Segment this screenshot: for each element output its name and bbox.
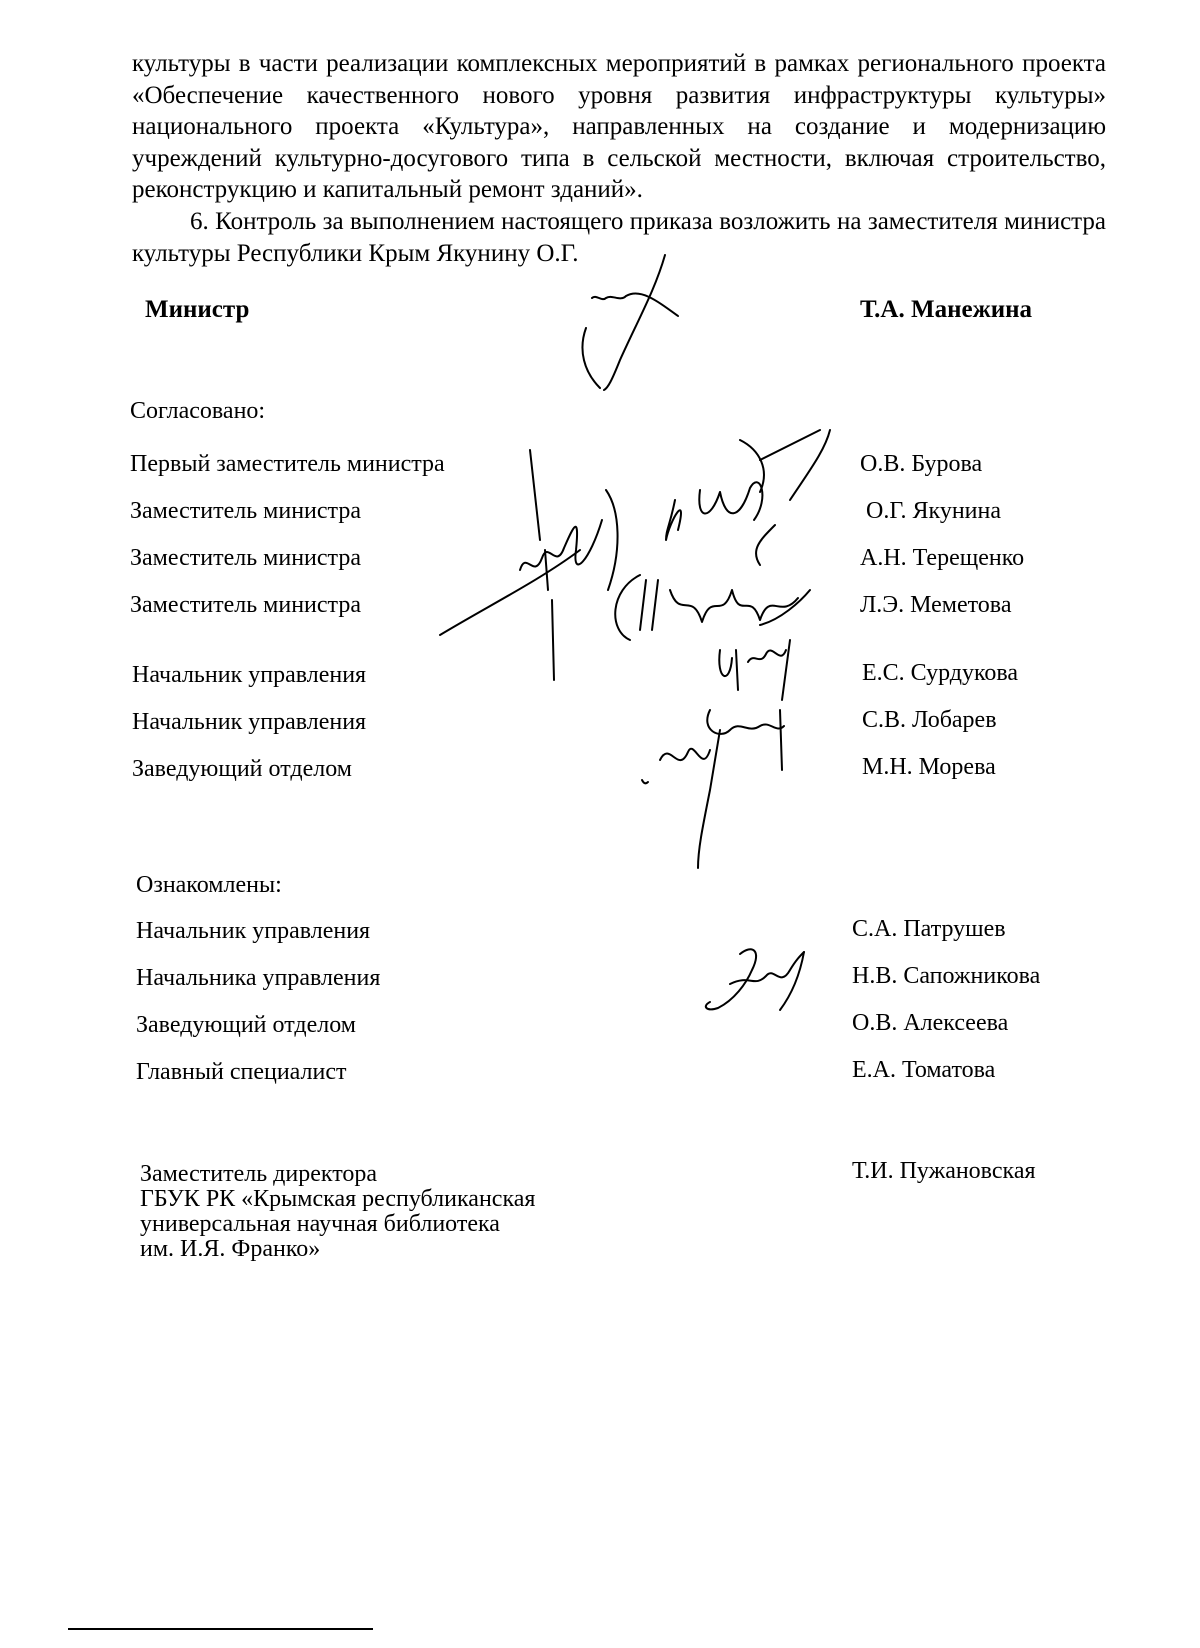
footnote-separator [68, 1628, 373, 1630]
position-line: Заместитель директора [140, 1161, 378, 1187]
approved-name: О.Г. Якунина [866, 498, 1002, 524]
acquainted-name: Н.В. Сапожникова [852, 963, 1041, 989]
approval-signatures-icon [430, 430, 850, 870]
approved-name: С.В. Лобарев [862, 707, 997, 733]
acquainted-position: Главный специалист [136, 1059, 347, 1085]
acquainted-name: О.В. Алексеева [852, 1010, 1009, 1036]
approved-position: Заместитель министра [130, 545, 361, 571]
approved-position: Заместитель министра [130, 592, 361, 618]
approved-position: Начальник управления [132, 662, 367, 688]
acquainted-position: Начальника управления [136, 965, 381, 991]
acquainted-signature-icon [700, 940, 820, 1020]
acquainted-heading: Ознакомлены: [136, 872, 282, 898]
acquainted-name: С.А. Патрушев [852, 916, 1006, 942]
approved-heading: Согласовано: [130, 398, 266, 424]
minister-title: Министр [145, 296, 250, 323]
approved-position: Заместитель министра [130, 498, 361, 524]
acquainted-name: Т.И. Пужановская [852, 1158, 1036, 1184]
position-line: ГБУК РК «Крымская республиканская [140, 1186, 536, 1212]
minister-name: Т.А. Манежина [860, 296, 1033, 323]
approved-name: Е.С. Сурдукова [862, 660, 1019, 686]
position-line: универсальная научная библиотека [140, 1211, 500, 1237]
intro-paragraph: культуры в части реализации комплексных мероприятий в рамках регионального проекта «Обеспечение качественного нового уровня развития инфраструктуры культуры» национального проекта «Культура», направленных на создание и модернизацию учреждений культурно-досугового типа в сельской местности, включая строительство, реконструкцию и капитальный ремонт зданий». [132, 50, 1106, 203]
acquainted-position: Заведующий отделом [136, 1012, 356, 1038]
acquainted-name: Е.А. Томатова [852, 1057, 996, 1083]
approved-name: М.Н. Морева [862, 754, 996, 780]
approved-name: Л.Э. Меметова [860, 592, 1012, 618]
acquainted-last-position [140, 1162, 535, 1262]
paragraph-6: 6. Контроль за выполнением настоящего приказа возложить на заместителя министра культуры Республики Крым Якунину О.Г. [132, 208, 1106, 267]
approved-position: Первый заместитель министра [130, 451, 445, 477]
acquainted-position: Начальник управления [136, 918, 371, 944]
approved-position: Заведующий отделом [132, 756, 352, 782]
approved-position: Начальник управления [132, 709, 367, 735]
approved-name: А.Н. Терещенко [860, 545, 1025, 571]
minister-signature-icon [560, 250, 700, 400]
position-line: им. И.Я. Франко» [140, 1236, 321, 1262]
approved-name: О.В. Бурова [860, 451, 983, 477]
